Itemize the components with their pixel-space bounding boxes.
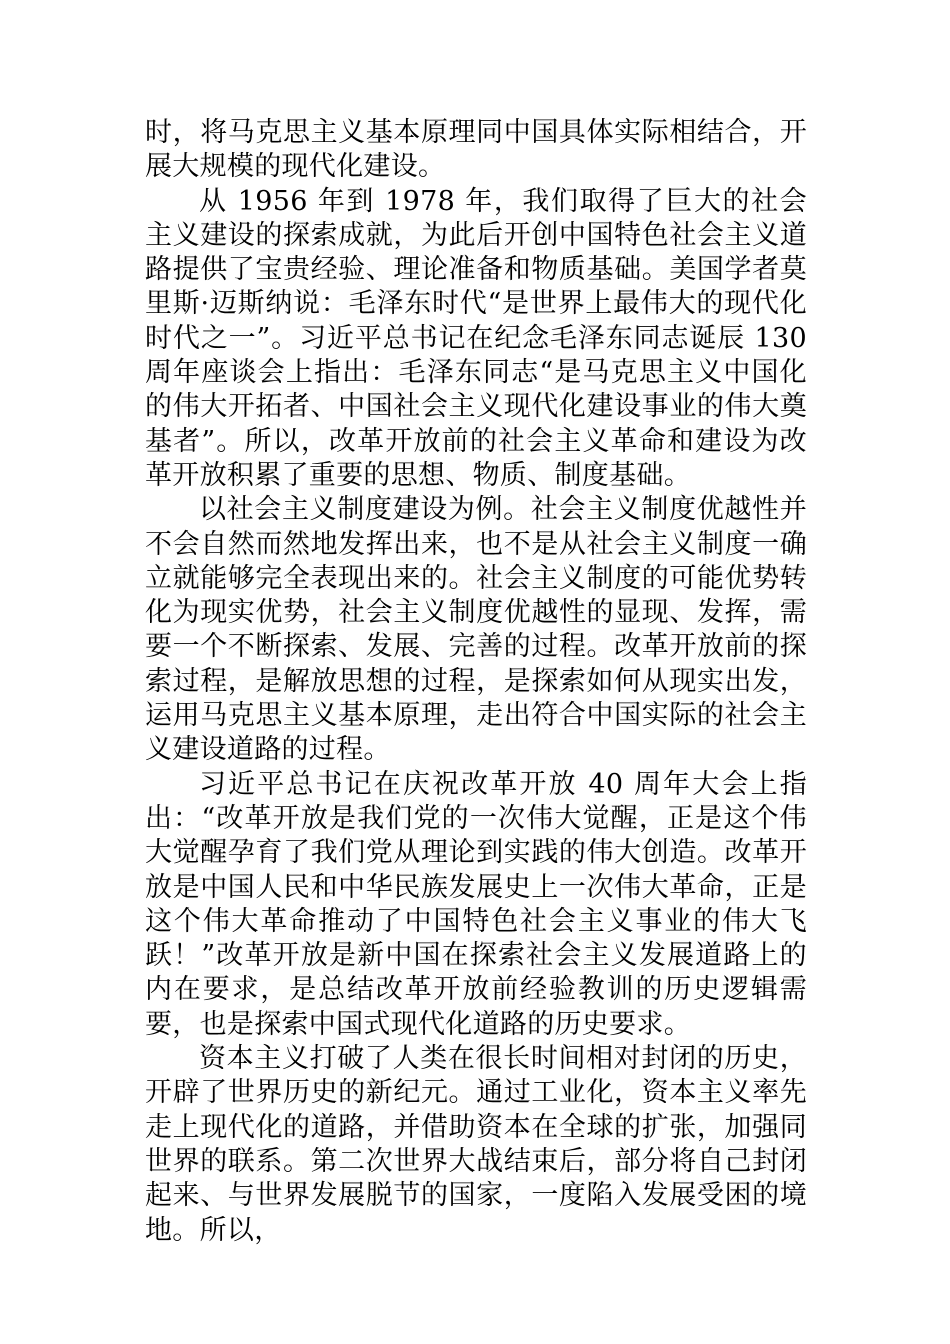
paragraph-continuation: 时，将马克思主义基本原理同中国具体实际相结合，开展大规模的现代化建设。 [145,117,807,183]
paragraph-socialist-system: 以社会主义制度建设为例。社会主义制度优越性并不会自然而然地发挥出来，也不是从社会主义制度一确立就能够完全表现出来的。社会主义制度的可能优势转化为现实优势，社会主义制度优越性的显现、发挥，需要一个不断探索、发展、完善的过程。改革开放前的探索过程，是解放思想的过程，是探索如何从现实出发，运用马克思主义基本原理，走出符合中国实际的社会主义建设道路的过程。 [145,494,807,766]
paragraph-capitalism-history: 资本主义打破了人类在很长时间相对封闭的历史，开辟了世界历史的新纪元。通过工业化，资本主义率先走上现代化的道路，并借助资本在全球的扩张，加强同世界的联系。第二次世界大战结束后，部分将自己封闭起来、与世界发展脱节的国家，一度陷入发展受困的境地。所以， [145,1043,807,1246]
document-body [145,116,807,1248]
paragraph-exploration-achievements: 从 1956 年到 1978 年，我们取得了巨大的社会主义建设的探索成就，为此后开创中国特色社会主义道路提供了宝贵经验、理论准备和物质基础。美国学者莫里斯·迈斯纳说：毛泽东时代“是世界上最伟大的现代化时代之一”。习近平总书记在纪念毛泽东同志诞辰 130 周年座谈会上指出：毛泽东同志“是马克思主义中国化的伟大开拓者、中国社会主义现代化建设事业的伟大奠基者”。所以，改革开放前的社会主义革命和建设为改革开放积累了重要的思想、物质、制度基础。 [145,185,807,491]
paragraph-reform-opening-quote: 习近平总书记在庆祝改革开放 40 周年大会上指出：“改革开放是我们党的一次伟大觉醒，正是这个伟大觉醒孕育了我们党从理论到实践的伟大创造。改革开放是中国人民和中华民族发展史上一次伟大革命，正是这个伟大革命推动了中国特色社会主义事业的伟大飞跃！”改革开放是新中国在探索社会主义发展道路上的内在要求，是总结改革开放前经验教训的历史逻辑需要，也是探索中国式现代化道路的历史要求。 [145,768,807,1040]
